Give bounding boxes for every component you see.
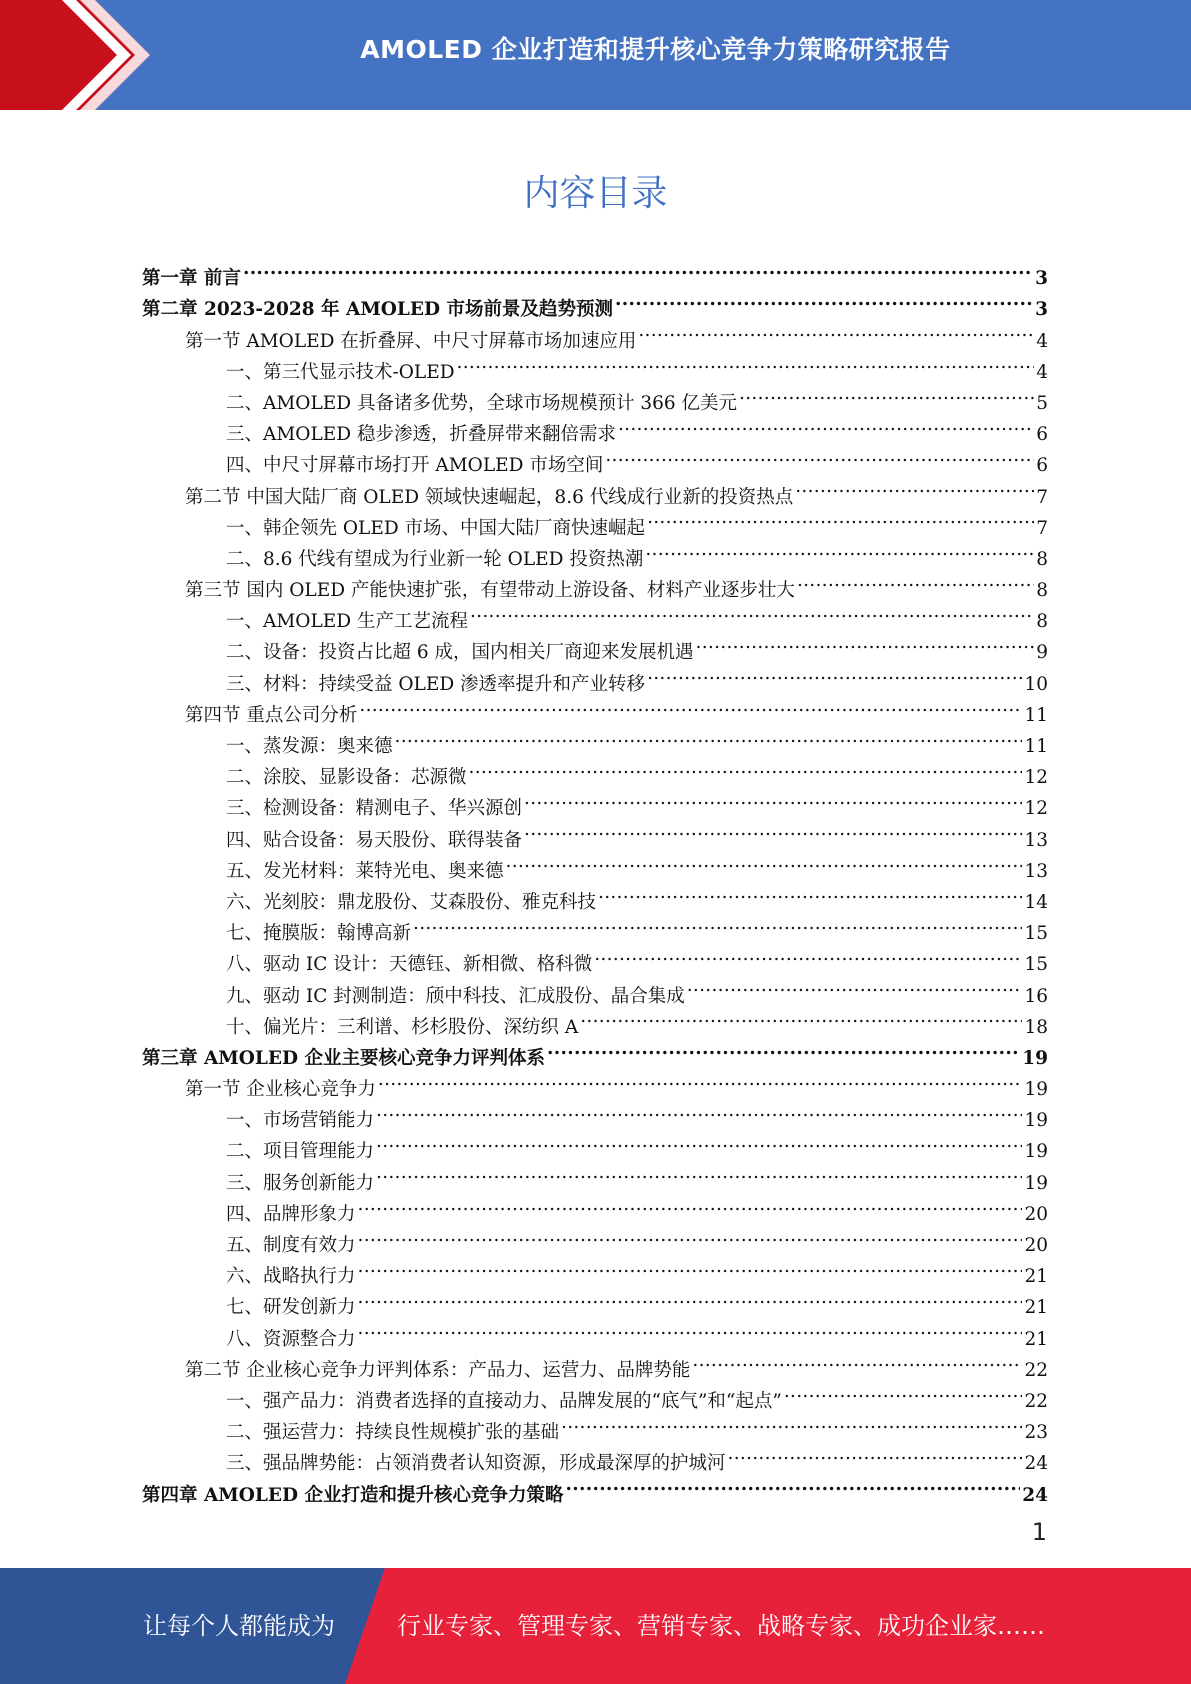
toc-entry-title: 一、韩企领先 OLED 市场、中国大陆厂商快速崛起 [226, 517, 646, 539]
toc-dot-leader [638, 315, 1034, 346]
toc-entry-title: 六、光刻胶：鼎龙股份、艾森股份、雅克科技 [226, 891, 597, 913]
toc-entry-page: 13 [1024, 860, 1048, 882]
toc-entry-title: 三、检测设备：精测电子、华兴源创 [226, 798, 523, 820]
toc-entry-page: 21 [1024, 1297, 1048, 1319]
table-of-contents [142, 253, 1048, 1506]
toc-dot-leader [376, 1126, 1022, 1157]
toc-entry-title: 第二章 2023-2028 年 AMOLED 市场前景及趋势预测 [142, 299, 614, 321]
toc-dot-leader [358, 1282, 1023, 1313]
toc-entry[interactable] [142, 253, 1048, 290]
page-footer [0, 1568, 1191, 1684]
toc-entry-page: 12 [1024, 798, 1048, 820]
toc-entry[interactable] [142, 284, 1048, 321]
toc-heading: 内容目录 [523, 173, 668, 214]
toc-entry-page: 11 [1024, 736, 1048, 757]
toc-entry-page: 15 [1024, 954, 1048, 976]
toc-dot-leader [395, 721, 1023, 752]
toc-entry-title: 一、第三代显示技术-OLED [226, 361, 455, 383]
toc-entry-page: 8 [1036, 548, 1048, 570]
toc-dot-leader [645, 534, 1034, 565]
toc-dot-leader [565, 1469, 1020, 1500]
toc-entry-page: 4 [1036, 330, 1048, 352]
toc-entry-title: 第三节 国内 OLED 产能快速扩张，有望带动上游设备、材料产业逐步壮大 [185, 580, 795, 602]
toc-entry-title: 五、发光材料：莱特光电、奥来德 [226, 860, 504, 882]
toc-dot-leader [378, 1064, 1023, 1095]
toc-dot-leader [647, 503, 1034, 534]
toc-dot-leader [797, 565, 1034, 596]
toc-entry-page: 7 [1036, 517, 1048, 539]
toc-dot-leader [547, 1033, 1020, 1064]
toc-entry-title: 三、服务创新能力 [226, 1172, 375, 1194]
toc-entry-title: 第一章 前言 [142, 268, 241, 290]
toc-dot-leader [469, 752, 1023, 783]
toc-entry-title: 二、涂胶、显影设备：芯源微 [226, 767, 467, 789]
toc-entry-page: 20 [1024, 1235, 1048, 1256]
toc-dot-leader [598, 877, 1022, 908]
toc-dot-leader [605, 440, 1034, 471]
toc-entry-page: 24 [1022, 1484, 1048, 1506]
toc-dot-leader [687, 970, 1023, 1001]
toc-entry-title: 三、材料：持续受益 OLED 渗透率提升和产业转移 [226, 673, 646, 695]
toc-entry-title: 十、偏光片：三利谱、杉杉股份、深纺织 A [226, 1016, 579, 1038]
toc-dot-leader [739, 378, 1034, 409]
toc-entry-page: 3 [1035, 268, 1048, 290]
toc-entry-page: 3 [1035, 299, 1048, 321]
toc-dot-leader [376, 1157, 1022, 1188]
toc-dot-leader [358, 1251, 1023, 1282]
page-number: 1 [1031, 1518, 1047, 1546]
toc-dot-leader [696, 627, 1035, 658]
toc-dot-leader [795, 471, 1034, 502]
toc-entry-page: 12 [1024, 767, 1048, 789]
toc-entry-page: 5 [1036, 392, 1048, 414]
toc-entry-title: 九、驱动 IC 封测制造：颀中科技、汇成股份、晶合集成 [226, 985, 685, 1007]
toc-entry-title: 六、战略执行力 [226, 1266, 356, 1288]
toc-entry-title: 二、设备：投资占比超 6 成，国内相关厂商迎来发展机遇 [226, 642, 694, 664]
toc-entry-title: 二、8.6 代线有望成为行业新一轮 OLED 投资热潮 [226, 548, 644, 570]
toc-dot-leader [618, 409, 1034, 440]
toc-entry-page: 16 [1024, 985, 1048, 1007]
toc-entry-page: 24 [1024, 1453, 1048, 1475]
toc-dot-leader [594, 939, 1022, 970]
toc-entry-page: 7 [1036, 486, 1048, 508]
toc-entry-page: 21 [1024, 1328, 1048, 1350]
toc-entry-title: 第二节 企业核心竞争力评判体系：产品力、运营力、品牌势能 [185, 1359, 691, 1381]
toc-entry-page: 11 [1024, 704, 1048, 726]
toc-entry-title: 七、研发创新力 [226, 1297, 356, 1319]
toc-entry-title: 二、强运营力：持续良性规模扩张的基础 [226, 1422, 560, 1444]
toc-entry-page: 13 [1024, 829, 1048, 851]
toc-entry-page: 21 [1024, 1266, 1048, 1288]
toc-dot-leader [376, 1095, 1022, 1126]
toc-dot-leader [359, 690, 1022, 721]
toc-entry-title: 八、资源整合力 [226, 1328, 356, 1350]
toc-entry-title: 第二节 中国大陆厂商 OLED 领域快速崛起，8.6 代线成行业新的投资热点 [185, 486, 794, 508]
toc-dot-leader [561, 1407, 1022, 1438]
toc-entry-page: 15 [1024, 923, 1048, 945]
toc-entry-page: 8 [1036, 580, 1048, 602]
footer-slogan-right: 行业专家、管理专家、营销专家、战略专家、成功企业家…… [397, 1612, 1045, 1640]
toc-entry-page: 9 [1036, 642, 1048, 664]
toc-dot-leader [506, 846, 1023, 877]
toc-dot-leader [524, 783, 1022, 814]
toc-entry-page: 10 [1024, 673, 1048, 695]
toc-entry-page: 19 [1024, 1172, 1048, 1194]
toc-dot-leader [358, 1189, 1023, 1220]
toc-entry-title: 第四节 重点公司分析 [185, 704, 358, 726]
toc-dot-leader [784, 1376, 1023, 1407]
toc-entry-page: 23 [1024, 1422, 1048, 1444]
toc-entry-title: 第一节 AMOLED 在折叠屏、中尺寸屏幕市场加速应用 [185, 330, 637, 352]
toc-dot-leader [580, 1002, 1022, 1033]
toc-entry-page: 19 [1024, 1141, 1048, 1163]
toc-entry-page: 6 [1036, 455, 1048, 477]
toc-entry-title: 七、掩膜版：翰博高新 [226, 923, 412, 945]
toc-entry-title: 八、驱动 IC 设计：天德钰、新相微、格科微 [226, 954, 593, 976]
toc-entry-page: 18 [1024, 1016, 1048, 1038]
toc-entry-page: 22 [1024, 1390, 1048, 1412]
toc-entry-title: 三、AMOLED 稳步渗透，折叠屏带来翻倍需求 [226, 424, 616, 446]
toc-entry-page: 19 [1024, 1079, 1048, 1101]
toc-dot-leader [692, 1345, 1022, 1376]
toc-dot-leader [457, 347, 1035, 378]
toc-entry-title: 四、贴合设备：易天股份、联得装备 [226, 829, 523, 851]
toc-dot-leader [615, 284, 1033, 315]
toc-entry-title: 二、项目管理能力 [226, 1141, 375, 1163]
toc-entry-title: 第四章 AMOLED 企业打造和提升核心竞争力策略 [142, 1484, 564, 1506]
toc-entry-title: 一、蒸发源：奥来德 [226, 736, 393, 757]
toc-entry-page: 4 [1036, 361, 1048, 383]
toc-entry-page: 20 [1024, 1203, 1048, 1225]
toc-entry-title: 四、中尺寸屏幕市场打开 AMOLED 市场空间 [226, 455, 604, 477]
toc-dot-leader [358, 1220, 1023, 1251]
report-title: AMOLED 企业打造和提升核心竞争力策略研究报告 [360, 35, 951, 64]
toc-entry-title: 四、品牌形象力 [226, 1203, 356, 1225]
toc-entry-title: 二、AMOLED 具备诸多优势，全球市场规模预计 366 亿美元 [226, 392, 738, 414]
toc-entry-title: 一、AMOLED 生产工艺流程 [226, 611, 468, 633]
toc-entry-title: 三、强品牌势能：占领消费者认知资源，形成最深厚的护城河 [226, 1453, 726, 1475]
toc-entry-title: 五、制度有效力 [226, 1235, 356, 1256]
toc-dot-leader [413, 908, 1022, 939]
toc-entry-title: 一、市场营销能力 [226, 1110, 375, 1132]
toc-dot-leader [728, 1438, 1023, 1469]
toc-dot-leader [647, 658, 1022, 689]
page-header [0, 0, 1191, 110]
toc-entry-page: 8 [1036, 611, 1048, 633]
toc-entry-page: 19 [1024, 1110, 1048, 1132]
toc-entry-title: 一、强产品力：消费者选择的直接动力、品牌发展的“底气”和“起点” [226, 1390, 782, 1412]
toc-entry-page: 6 [1036, 424, 1048, 446]
toc-dot-leader [358, 1313, 1023, 1344]
toc-entry-page: 14 [1024, 891, 1048, 913]
toc-dot-leader [524, 814, 1022, 845]
toc-dot-leader [470, 596, 1034, 627]
toc-entry-page: 19 [1022, 1047, 1048, 1069]
footer-slogan-left: 让每个人都能成为 [143, 1612, 335, 1640]
toc-entry-title: 第一节 企业核心竞争力 [185, 1079, 376, 1101]
toc-dot-leader [243, 253, 1033, 284]
toc-entry-title: 第三章 AMOLED 企业主要核心竞争力评判体系 [142, 1047, 545, 1069]
toc-entry-page: 22 [1024, 1359, 1048, 1381]
